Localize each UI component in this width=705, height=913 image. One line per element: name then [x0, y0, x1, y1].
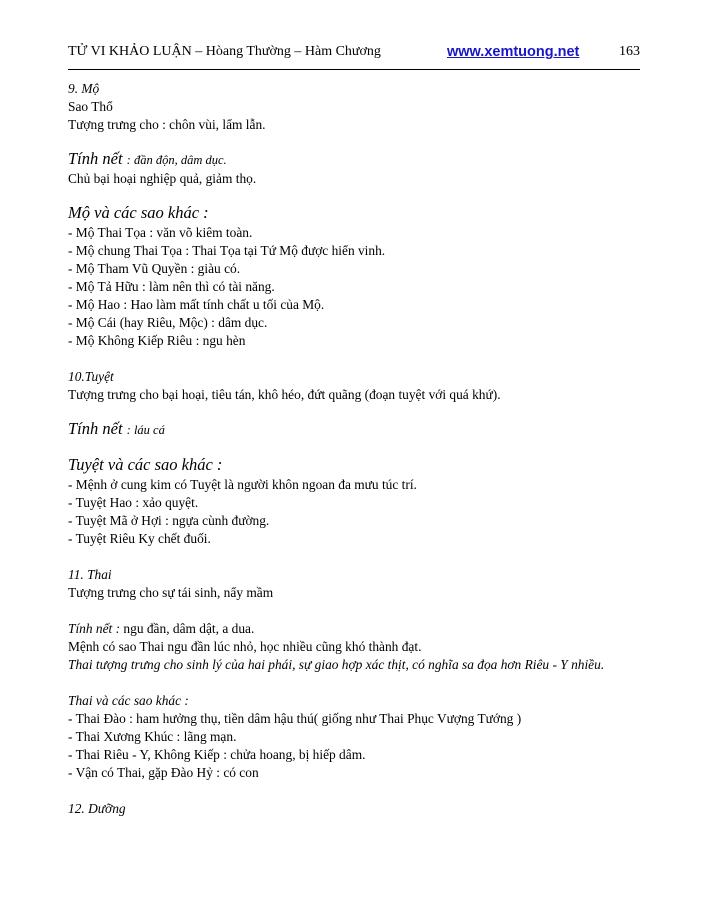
list-item: - Tuyệt Riêu Ky chết đuối.	[68, 531, 211, 546]
mo-temper-label: Tính nết	[68, 149, 123, 168]
website-link[interactable]: www.xemtuong.net	[447, 44, 580, 60]
tuyet-temper-heading	[68, 418, 648, 440]
list-item: - Thai Đào : ham hưởng thụ, tiền dâm hậu thú( giống như Thai Phục Vượng Tướng )	[68, 711, 522, 726]
thai-line-2: Mệnh có sao Thai ngu đần lúc nhỏ, học nhiều cũng khó thành đạt.	[68, 639, 422, 654]
page-number: 163	[619, 44, 640, 59]
mo-meaning: Tượng trưng cho : chôn vùi, lẩm lẫn.	[68, 117, 266, 132]
tuyet-meaning: Tượng trưng cho bại hoại, tiêu tán, khô héo, đứt quãng (đoạn tuyệt với quá khứ).	[68, 387, 501, 402]
list-item: - Thai Xương Khúc : lãng mạn.	[68, 729, 237, 744]
section-heading-tuyet: 10.Tuyệt	[68, 369, 114, 384]
list-item: - Tuyệt Mã ở Hợi : ngựa cùnh đường.	[68, 513, 270, 528]
thai-temper-line	[68, 620, 648, 638]
list-item: - Mộ Tả Hữu : làm nên thì có tài năng.	[68, 279, 275, 294]
list-item: - Mệnh ở cung kim có Tuyệt là người khôn ngoan đa mưu túc trí.	[68, 477, 417, 492]
list-item: - Mộ Tham Vũ Quyền : giàu có.	[68, 261, 241, 276]
mo-temper-heading	[68, 148, 648, 170]
mo-combo-list	[68, 224, 648, 350]
list-item: - Vận có Thai, gặp Đào Hỷ : có con	[68, 765, 259, 780]
tuyet-temper-value: : láu cá	[126, 423, 165, 437]
list-item: - Mộ Thai Tọa : văn võ kiêm toàn.	[68, 225, 253, 240]
list-item: - Mộ chung Thai Tọa : Thai Tọa tại Tứ Mộ được hiển vinh.	[68, 243, 386, 258]
book-title: TỬ VI KHẢO LUẬN – Hòang Thường – Hàm Chương	[68, 44, 381, 59]
tuyet-combo-list	[68, 476, 648, 548]
thai-combo-list	[68, 710, 648, 782]
thai-temper-value: ngu đần, dâm dật, a dua.	[120, 621, 255, 636]
list-item: - Mộ Cái (hay Riêu, Mộc) : dâm dục.	[68, 315, 268, 330]
tuyet-combo-heading: Tuyệt và các sao khác :	[68, 455, 223, 474]
mo-temper-line: Chủ bại hoại nghiệp quả, giảm thọ.	[68, 171, 257, 186]
mo-star: Sao Thổ	[68, 99, 113, 114]
mo-combo-heading: Mộ và các sao khác :	[68, 203, 209, 222]
list-item: - Mộ Hao : Hao làm mất tính chất u tối của Mộ.	[68, 297, 325, 312]
page-body	[68, 80, 648, 818]
thai-line-3: Thai tượng trưng cho sinh lý của hai phái, sự giao hợp xác thịt, có nghĩa sa đọa hơn Riêu - Y nhiều.	[68, 657, 605, 672]
thai-combo-heading: Thai và các sao khác :	[68, 693, 189, 708]
list-item: - Tuyệt Hao : xảo quyệt.	[68, 495, 199, 510]
thai-temper-label: Tính nết :	[68, 621, 121, 636]
thai-meaning: Tượng trưng cho sự tái sinh, nẩy mầm	[68, 585, 274, 600]
page-header	[68, 42, 640, 62]
tuyet-temper-label: Tính nết	[68, 419, 123, 438]
list-item: - Thai Riêu - Y, Không Kiếp : chửa hoang, bị hiếp dâm.	[68, 747, 366, 762]
mo-temper-value: : đần độn, dâm dục.	[126, 153, 227, 167]
section-heading-duong: 12. Dưỡng	[68, 801, 126, 816]
section-heading-mo: 9. Mộ	[68, 81, 100, 96]
header-divider	[68, 69, 640, 70]
list-item: - Mộ Không Kiếp Riêu : ngu hèn	[68, 333, 246, 348]
section-heading-thai: 11. Thai	[68, 567, 112, 582]
